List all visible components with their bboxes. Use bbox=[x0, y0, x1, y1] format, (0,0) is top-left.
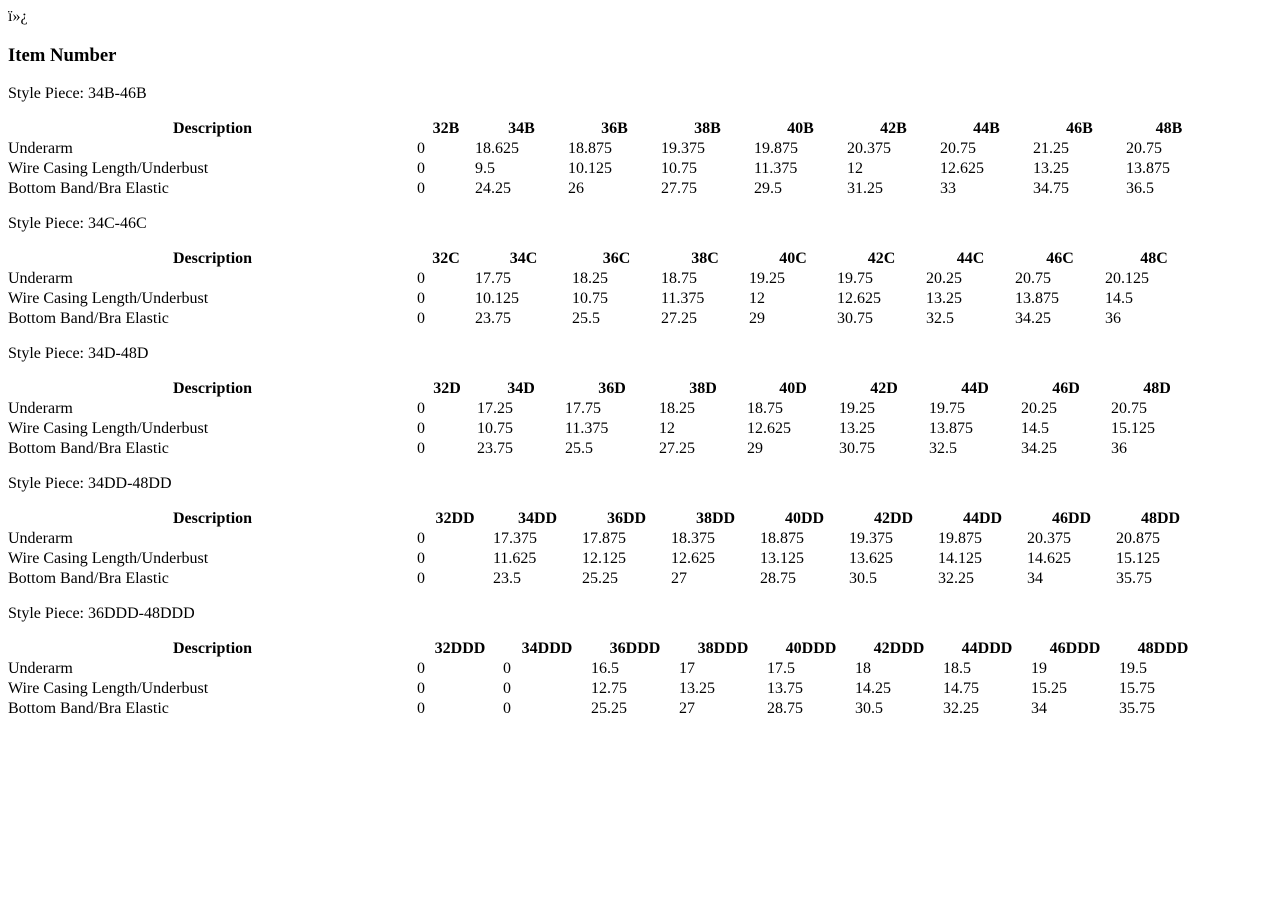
measurement-value-cell: 0 bbox=[417, 440, 425, 458]
measurement-value-cell: 15.25 bbox=[1031, 680, 1067, 698]
measurement-value-cell: 13.25 bbox=[1033, 160, 1069, 178]
size-column-header: 40DD bbox=[784, 510, 825, 528]
measurement-value-cell: 20.375 bbox=[847, 140, 891, 158]
row-label: Bottom Band/Bra Elastic bbox=[8, 310, 169, 328]
measurement-value-cell: 18.875 bbox=[760, 530, 804, 548]
measurement-value-cell: 19.375 bbox=[849, 530, 893, 548]
measurement-row bbox=[8, 269, 1203, 289]
measurement-value-cell: 12 bbox=[847, 160, 863, 178]
measurement-value-cell: 10.75 bbox=[477, 420, 513, 438]
size-column-header: 38DD bbox=[695, 510, 736, 528]
measurement-value-cell: 26 bbox=[568, 180, 584, 198]
measurement-value-cell: 14.5 bbox=[1021, 420, 1049, 438]
measurement-value-cell: 14.75 bbox=[943, 680, 979, 698]
measurement-row bbox=[8, 699, 1207, 719]
measurement-value-cell: 36 bbox=[1111, 440, 1127, 458]
measurement-row bbox=[8, 159, 1212, 179]
measurement-value-cell: 34.25 bbox=[1015, 310, 1051, 328]
measurement-value-cell: 11.375 bbox=[565, 420, 609, 438]
row-label: Bottom Band/Bra Elastic bbox=[8, 440, 169, 458]
measurement-value-cell: 35.75 bbox=[1119, 700, 1155, 718]
measurement-value-cell: 23.75 bbox=[475, 310, 511, 328]
measurement-value-cell: 19.5 bbox=[1119, 660, 1147, 678]
measurement-value-cell: 12.125 bbox=[582, 550, 626, 568]
row-label: Wire Casing Length/Underbust bbox=[8, 420, 209, 438]
sections-container bbox=[8, 85, 1272, 719]
measurement-row bbox=[8, 309, 1203, 329]
size-column-header: 36B bbox=[601, 120, 628, 138]
size-column-header: 34C bbox=[509, 250, 538, 268]
measurement-value-cell: 19.375 bbox=[661, 140, 705, 158]
measurement-value-cell: 27 bbox=[671, 570, 687, 588]
measurement-value-cell: 11.625 bbox=[493, 550, 537, 568]
measurement-value-cell: 35.75 bbox=[1116, 570, 1152, 588]
measurement-value-cell: 25.25 bbox=[591, 700, 627, 718]
measurement-value-cell: 0 bbox=[503, 680, 511, 698]
size-column-header: 32B bbox=[432, 120, 460, 138]
measurement-value-cell: 12 bbox=[659, 420, 675, 438]
measurement-value-cell: 20.75 bbox=[940, 140, 976, 158]
measurement-value-cell: 28.75 bbox=[760, 570, 796, 588]
measurement-value-cell: 29.5 bbox=[754, 180, 782, 198]
style-piece-heading: Style Piece: 34D-48D bbox=[8, 345, 149, 363]
measurement-value-cell: 0 bbox=[417, 140, 425, 158]
measurement-value-cell: 14.125 bbox=[938, 550, 982, 568]
measurement-value-cell: 0 bbox=[417, 290, 425, 308]
measurement-value-cell: 32.25 bbox=[943, 700, 979, 718]
size-column-header: 48DDD bbox=[1137, 640, 1189, 658]
row-label: Bottom Band/Bra Elastic bbox=[8, 180, 169, 198]
measurement-row bbox=[8, 659, 1207, 679]
measurement-value-cell: 20.375 bbox=[1027, 530, 1071, 548]
size-column-header: 48C bbox=[1140, 250, 1168, 268]
measurement-value-cell: 0 bbox=[417, 270, 425, 288]
measurement-value-cell: 13.875 bbox=[1126, 160, 1170, 178]
measurement-value-cell: 12 bbox=[749, 290, 765, 308]
measurement-value-cell: 13.75 bbox=[767, 680, 803, 698]
document-page bbox=[8, 8, 1272, 719]
style-piece-heading: Style Piece: 34C-46C bbox=[8, 215, 147, 233]
measurement-value-cell: 12.625 bbox=[940, 160, 984, 178]
measurement-value-cell: 14.25 bbox=[855, 680, 891, 698]
measurement-value-cell: 34.75 bbox=[1033, 180, 1069, 198]
measurement-value-cell: 18.25 bbox=[659, 400, 695, 418]
measurement-value-cell: 19 bbox=[1031, 660, 1047, 678]
measurement-value-cell: 15.125 bbox=[1116, 550, 1160, 568]
measurement-value-cell: 10.75 bbox=[572, 290, 608, 308]
measurement-value-cell: 18.25 bbox=[572, 270, 608, 288]
measurement-value-cell: 12.75 bbox=[591, 680, 627, 698]
measurement-value-cell: 34 bbox=[1031, 700, 1047, 718]
measurement-value-cell: 12.625 bbox=[747, 420, 791, 438]
measurement-value-cell: 17.875 bbox=[582, 530, 626, 548]
measurement-value-cell: 30.5 bbox=[855, 700, 883, 718]
measurement-table bbox=[8, 249, 1203, 329]
measurement-value-cell: 19.75 bbox=[837, 270, 873, 288]
measurement-value-cell: 20.875 bbox=[1116, 530, 1160, 548]
style-piece-heading: Style Piece: 36DDD-48DDD bbox=[8, 605, 195, 623]
measurement-table bbox=[8, 639, 1207, 719]
bom-artifact: ï»¿ bbox=[8, 8, 28, 25]
measurement-value-cell: 23.5 bbox=[493, 570, 521, 588]
table-header-row bbox=[8, 119, 1212, 139]
row-label: Wire Casing Length/Underbust bbox=[8, 550, 209, 568]
measurement-value-cell: 20.75 bbox=[1111, 400, 1147, 418]
measurement-value-cell: 27.25 bbox=[659, 440, 695, 458]
table-header-row bbox=[8, 379, 1203, 399]
measurement-value-cell: 34.25 bbox=[1021, 440, 1057, 458]
description-column-header: Description bbox=[172, 510, 253, 528]
measurement-value-cell: 0 bbox=[417, 660, 425, 678]
measurement-table bbox=[8, 379, 1203, 459]
size-column-header: 48B bbox=[1155, 120, 1183, 138]
row-label: Bottom Band/Bra Elastic bbox=[8, 700, 169, 718]
size-column-header: 38B bbox=[694, 120, 721, 138]
measurement-value-cell: 0 bbox=[417, 680, 425, 698]
measurement-value-cell: 18.5 bbox=[943, 660, 971, 678]
measurement-value-cell: 20.25 bbox=[1021, 400, 1057, 418]
measurement-value-cell: 30.75 bbox=[839, 440, 875, 458]
measurement-row bbox=[8, 139, 1212, 159]
size-column-header: 34DDD bbox=[521, 640, 573, 658]
measurement-value-cell: 20.25 bbox=[926, 270, 962, 288]
size-column-header: 42DDD bbox=[873, 640, 925, 658]
measurement-value-cell: 20.75 bbox=[1126, 140, 1162, 158]
size-column-header: 40C bbox=[779, 250, 807, 268]
size-column-header: 34B bbox=[508, 120, 535, 138]
measurement-value-cell: 30.75 bbox=[837, 310, 873, 328]
measurement-value-cell: 14.625 bbox=[1027, 550, 1071, 568]
measurement-value-cell: 16.5 bbox=[591, 660, 619, 678]
table-header-row bbox=[8, 639, 1207, 659]
measurement-value-cell: 0 bbox=[417, 550, 425, 568]
size-column-header: 44DD bbox=[962, 510, 1003, 528]
description-column-header: Description bbox=[172, 120, 253, 138]
size-column-header: 36DDD bbox=[609, 640, 661, 658]
measurement-value-cell: 10.125 bbox=[475, 290, 519, 308]
measurement-value-cell: 25.5 bbox=[572, 310, 600, 328]
size-column-header: 46DDD bbox=[1049, 640, 1101, 658]
measurement-row bbox=[8, 439, 1203, 459]
size-column-header: 44D bbox=[961, 380, 989, 398]
measurement-value-cell: 30.5 bbox=[849, 570, 877, 588]
measurement-value-cell: 13.125 bbox=[760, 550, 804, 568]
measurement-value-cell: 0 bbox=[417, 180, 425, 198]
measurement-value-cell: 21.25 bbox=[1033, 140, 1069, 158]
measurement-row bbox=[8, 419, 1203, 439]
size-column-header: 48DD bbox=[1140, 510, 1181, 528]
measurement-value-cell: 0 bbox=[417, 420, 425, 438]
measurement-value-cell: 13.25 bbox=[679, 680, 715, 698]
size-column-header: 44DDD bbox=[961, 640, 1013, 658]
row-label: Underarm bbox=[8, 530, 73, 548]
row-label: Underarm bbox=[8, 660, 73, 678]
measurement-value-cell: 27.75 bbox=[661, 180, 697, 198]
measurement-value-cell: 17.375 bbox=[493, 530, 537, 548]
measurement-value-cell: 0 bbox=[417, 530, 425, 548]
size-column-header: 38C bbox=[691, 250, 719, 268]
measurement-value-cell: 0 bbox=[503, 660, 511, 678]
measurement-value-cell: 29 bbox=[747, 440, 763, 458]
measurement-row bbox=[8, 549, 1205, 569]
measurement-value-cell: 32.25 bbox=[938, 570, 974, 588]
measurement-row bbox=[8, 179, 1212, 199]
description-column-header: Description bbox=[172, 380, 253, 398]
measurement-value-cell: 13.25 bbox=[839, 420, 875, 438]
measurement-value-cell: 12.625 bbox=[837, 290, 881, 308]
size-column-header: 32C bbox=[432, 250, 460, 268]
measurement-row bbox=[8, 679, 1207, 699]
measurement-value-cell: 36.5 bbox=[1126, 180, 1154, 198]
size-column-header: 34DD bbox=[517, 510, 558, 528]
measurement-value-cell: 29 bbox=[749, 310, 765, 328]
table-header-row bbox=[8, 509, 1205, 529]
row-label: Wire Casing Length/Underbust bbox=[8, 160, 209, 178]
size-column-header: 40DDD bbox=[785, 640, 837, 658]
size-column-header: 40D bbox=[779, 380, 807, 398]
measurement-value-cell: 32.5 bbox=[929, 440, 957, 458]
measurement-value-cell: 13.875 bbox=[1015, 290, 1059, 308]
measurement-value-cell: 18.75 bbox=[661, 270, 697, 288]
measurement-value-cell: 0 bbox=[417, 160, 425, 178]
measurement-value-cell: 19.75 bbox=[929, 400, 965, 418]
measurement-value-cell: 25.25 bbox=[582, 570, 618, 588]
size-column-header: 44B bbox=[973, 120, 1000, 138]
measurement-value-cell: 17.5 bbox=[767, 660, 795, 678]
row-label: Wire Casing Length/Underbust bbox=[8, 680, 209, 698]
size-column-header: 42C bbox=[867, 250, 896, 268]
page-title: Item Number bbox=[8, 44, 117, 66]
measurement-value-cell: 0 bbox=[503, 700, 511, 718]
measurement-value-cell: 17.25 bbox=[477, 400, 513, 418]
measurement-value-cell: 13.25 bbox=[926, 290, 962, 308]
measurement-value-cell: 10.75 bbox=[661, 160, 697, 178]
measurement-value-cell: 18 bbox=[855, 660, 871, 678]
measurement-value-cell: 18.625 bbox=[475, 140, 519, 158]
measurement-value-cell: 13.875 bbox=[929, 420, 973, 438]
row-label: Underarm bbox=[8, 400, 73, 418]
measurement-row bbox=[8, 529, 1205, 549]
measurement-value-cell: 19.25 bbox=[839, 400, 875, 418]
size-column-header: 42DD bbox=[873, 510, 914, 528]
measurement-value-cell: 27 bbox=[679, 700, 695, 718]
size-column-header: 42B bbox=[880, 120, 907, 138]
measurement-table bbox=[8, 119, 1212, 199]
size-column-header: 40B bbox=[787, 120, 814, 138]
measurement-value-cell: 10.125 bbox=[568, 160, 612, 178]
measurement-value-cell: 18.875 bbox=[568, 140, 612, 158]
measurement-value-cell: 28.75 bbox=[767, 700, 803, 718]
size-column-header: 46B bbox=[1066, 120, 1093, 138]
measurement-value-cell: 0 bbox=[417, 310, 425, 328]
measurement-value-cell: 20.75 bbox=[1015, 270, 1051, 288]
size-column-header: 38DDD bbox=[697, 640, 749, 658]
measurement-table bbox=[8, 509, 1205, 589]
description-column-header: Description bbox=[172, 250, 253, 268]
measurement-value-cell: 31.25 bbox=[847, 180, 883, 198]
measurement-value-cell: 9.5 bbox=[475, 160, 495, 178]
measurement-value-cell: 25.5 bbox=[565, 440, 593, 458]
size-column-header: 32D bbox=[433, 380, 461, 398]
size-column-header: 38D bbox=[689, 380, 717, 398]
measurement-value-cell: 17.75 bbox=[565, 400, 601, 418]
measurement-value-cell: 27.25 bbox=[661, 310, 697, 328]
size-column-header: 36D bbox=[598, 380, 626, 398]
style-piece-heading: Style Piece: 34DD-48DD bbox=[8, 475, 172, 493]
measurement-value-cell: 11.375 bbox=[661, 290, 705, 308]
size-column-header: 32DD bbox=[435, 510, 475, 528]
measurement-row bbox=[8, 399, 1203, 419]
size-column-header: 46D bbox=[1052, 380, 1080, 398]
size-column-header: 44C bbox=[956, 250, 985, 268]
measurement-value-cell: 11.375 bbox=[754, 160, 798, 178]
measurement-value-cell: 0 bbox=[417, 570, 425, 588]
measurement-row bbox=[8, 289, 1203, 309]
style-piece-heading: Style Piece: 34B-46B bbox=[8, 85, 147, 103]
row-label: Underarm bbox=[8, 140, 73, 158]
row-label: Wire Casing Length/Underbust bbox=[8, 290, 209, 308]
size-column-header: 48D bbox=[1143, 380, 1171, 398]
measurement-value-cell: 0 bbox=[417, 700, 425, 718]
measurement-value-cell: 23.75 bbox=[477, 440, 513, 458]
measurement-value-cell: 18.375 bbox=[671, 530, 715, 548]
measurement-value-cell: 33 bbox=[940, 180, 956, 198]
size-column-header: 42D bbox=[870, 380, 898, 398]
measurement-value-cell: 17.75 bbox=[475, 270, 511, 288]
measurement-value-cell: 24.25 bbox=[475, 180, 511, 198]
measurement-value-cell: 0 bbox=[417, 400, 425, 418]
measurement-value-cell: 14.5 bbox=[1105, 290, 1133, 308]
measurement-value-cell: 19.875 bbox=[754, 140, 798, 158]
measurement-value-cell: 36 bbox=[1105, 310, 1121, 328]
size-column-header: 46DD bbox=[1051, 510, 1092, 528]
measurement-value-cell: 19.875 bbox=[938, 530, 982, 548]
row-label: Bottom Band/Bra Elastic bbox=[8, 570, 169, 588]
measurement-value-cell: 15.125 bbox=[1111, 420, 1155, 438]
measurement-value-cell: 20.125 bbox=[1105, 270, 1149, 288]
measurement-value-cell: 34 bbox=[1027, 570, 1043, 588]
size-column-header: 34D bbox=[507, 380, 535, 398]
table-header-row bbox=[8, 249, 1203, 269]
size-column-header: 36C bbox=[602, 250, 631, 268]
size-column-header: 32DDD bbox=[434, 640, 486, 658]
row-label: Underarm bbox=[8, 270, 73, 288]
size-column-header: 36DD bbox=[606, 510, 647, 528]
size-column-header: 46C bbox=[1046, 250, 1074, 268]
measurement-value-cell: 32.5 bbox=[926, 310, 954, 328]
measurement-value-cell: 17 bbox=[679, 660, 695, 678]
measurement-value-cell: 15.75 bbox=[1119, 680, 1155, 698]
measurement-value-cell: 13.625 bbox=[849, 550, 893, 568]
measurement-row bbox=[8, 569, 1205, 589]
description-column-header: Description bbox=[172, 640, 253, 658]
measurement-value-cell: 12.625 bbox=[671, 550, 715, 568]
measurement-value-cell: 19.25 bbox=[749, 270, 785, 288]
measurement-value-cell: 18.75 bbox=[747, 400, 783, 418]
